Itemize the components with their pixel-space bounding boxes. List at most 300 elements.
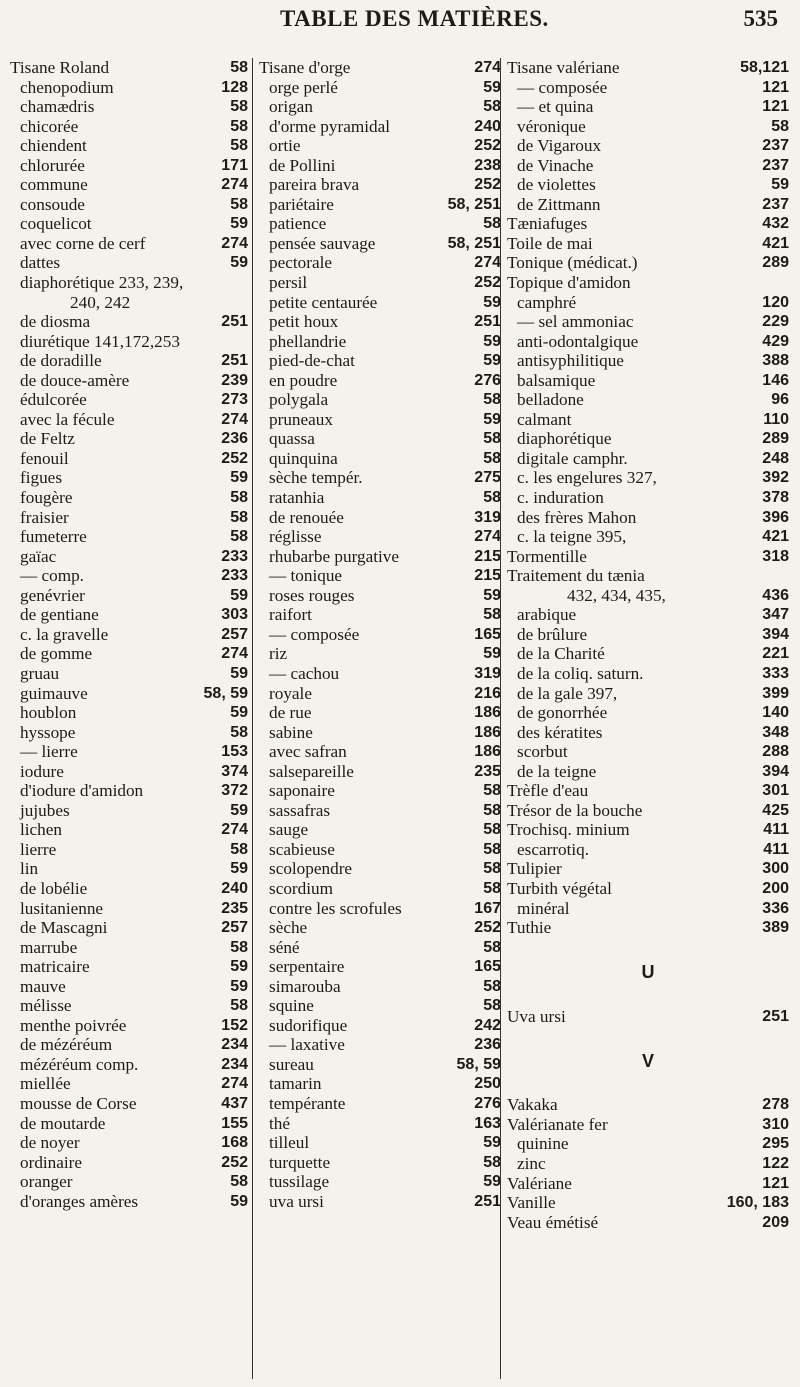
- entry-pages: 289: [762, 430, 789, 448]
- entry-pages: 240: [221, 879, 248, 897]
- entry-pages: 59: [230, 704, 248, 722]
- index-entry: [259, 253, 501, 273]
- entry-pages: 319: [474, 508, 501, 526]
- index-entry: [259, 566, 501, 586]
- entry-term: raifort: [269, 605, 312, 625]
- entry-pages: 389: [762, 919, 789, 937]
- entry-pages: 59: [230, 215, 248, 233]
- entry-pages: 171: [221, 156, 248, 174]
- entry-term: d'oranges amères: [20, 1191, 139, 1211]
- index-entry: [507, 410, 789, 430]
- entry-pages: 59: [230, 977, 248, 995]
- entry-pages: 59: [483, 293, 501, 311]
- entry-term: de doradille: [20, 351, 102, 371]
- entry-pages: 347: [762, 606, 789, 624]
- entry-pages: 59: [230, 664, 248, 682]
- entry-pages: 288: [762, 743, 789, 761]
- index-entry: [10, 527, 248, 547]
- entry-term: genévrier: [20, 585, 85, 605]
- entry-term: scorbut: [517, 742, 568, 762]
- entry-term: fenouil: [20, 448, 69, 468]
- index-entry: [259, 371, 501, 391]
- index-entry: [259, 996, 501, 1016]
- entry-term: d'iodure d'amidon: [20, 781, 144, 801]
- index-entry: [10, 762, 248, 782]
- entry-term: dattes: [20, 253, 61, 273]
- entry-pages: 310: [762, 1115, 789, 1133]
- entry-pages: 58: [483, 782, 501, 800]
- index-entry: [507, 97, 789, 117]
- index-entry: [259, 410, 501, 430]
- entry-term: des kératites: [517, 722, 603, 742]
- entry-pages: 59: [230, 860, 248, 878]
- entry-term: camphré: [517, 292, 577, 312]
- entry-pages: 58: [483, 997, 501, 1015]
- index-entry: [259, 214, 501, 234]
- index-entry: [259, 859, 501, 879]
- index-entry: [259, 488, 501, 508]
- entry-term: — lierre: [20, 742, 78, 762]
- entry-term: Trèfle d'eau: [507, 781, 589, 801]
- index-entry: [10, 1114, 248, 1134]
- entry-term: c. les engelures 327,: [517, 468, 657, 488]
- spacer: [507, 938, 789, 958]
- spacer: [507, 1076, 789, 1096]
- entry-pages: 399: [762, 684, 789, 702]
- entry-term: calmant: [517, 409, 572, 429]
- entry-pages: 58: [230, 489, 248, 507]
- index-entry: [259, 762, 501, 782]
- index-entry: [10, 703, 248, 723]
- index-entry: [10, 1035, 248, 1055]
- entry-pages: 96: [771, 391, 789, 409]
- entry-pages: 59: [483, 332, 501, 350]
- entry-pages: 168: [221, 1134, 248, 1152]
- entry-pages: 238: [474, 156, 501, 174]
- index-entry: [10, 547, 248, 567]
- entry-term: de renouée: [269, 507, 344, 527]
- index-entry: [10, 410, 248, 430]
- index-entry: [507, 468, 789, 488]
- entry-pages: 167: [474, 899, 501, 917]
- entry-pages: 186: [474, 704, 501, 722]
- entry-pages: 275: [474, 469, 501, 487]
- entry-term: — tonique: [269, 566, 343, 586]
- entry-term: séné: [269, 937, 300, 957]
- index-entry: [259, 723, 501, 743]
- index-entry: [507, 547, 789, 567]
- index-entry: [10, 273, 248, 293]
- entry-term: tussilage: [269, 1172, 330, 1192]
- index-entry: [259, 703, 501, 723]
- entry-term: squine: [269, 996, 314, 1016]
- index-entry: [10, 78, 248, 98]
- entry-term: mousse de Corse: [20, 1093, 137, 1113]
- entry-pages: 235: [474, 762, 501, 780]
- entry-term: avec corne de cerf: [20, 233, 146, 253]
- entry-term: de gomme: [20, 644, 93, 664]
- index-entry: [10, 508, 248, 528]
- entry-term: lierre: [20, 839, 57, 859]
- index-entry: [10, 801, 248, 821]
- entry-pages: 394: [762, 762, 789, 780]
- index-entry: [259, 938, 501, 958]
- entry-term: Traitement du tænia: [507, 566, 645, 586]
- entry-term: phellandrie: [269, 331, 347, 351]
- index-entry: [10, 214, 248, 234]
- entry-term: Tonique (médicat.): [507, 253, 638, 273]
- entry-pages: 58: [230, 59, 248, 76]
- entry-pages: 303: [221, 606, 248, 624]
- entry-pages: 257: [221, 625, 248, 643]
- index-entry: [10, 957, 248, 977]
- entry-term: digitale camphr.: [517, 448, 628, 468]
- index-entry: [10, 449, 248, 469]
- entry-term: origan: [269, 97, 313, 117]
- entry-term: lusitanienne: [20, 898, 104, 918]
- entry-pages: 165: [474, 958, 501, 976]
- index-entry: [10, 332, 248, 352]
- index-entry: [10, 1094, 248, 1114]
- index-entry: [507, 371, 789, 391]
- index-entry: [259, 899, 501, 919]
- index-entry: [259, 429, 501, 449]
- entry-term: pareira brava: [269, 175, 360, 195]
- entry-term: thé: [269, 1113, 290, 1133]
- index-entry: [259, 97, 501, 117]
- index-column-1: [10, 58, 248, 1379]
- index-entry: [507, 781, 789, 801]
- entry-pages: 234: [221, 1036, 248, 1054]
- entry-term: de la coliq. saturn.: [517, 663, 644, 683]
- index-entry: [259, 156, 501, 176]
- entry-term: sauge: [269, 820, 309, 840]
- index-entry: [10, 1192, 248, 1212]
- entry-pages: 252: [221, 1153, 248, 1171]
- entry-term: — comp.: [20, 566, 84, 586]
- entry-pages: 252: [474, 176, 501, 194]
- index-entry: [507, 488, 789, 508]
- entry-term: consoude: [20, 194, 85, 214]
- entry-term: commune: [20, 175, 88, 195]
- entry-pages: 59: [230, 1192, 248, 1210]
- entry-pages: 274: [221, 176, 248, 194]
- entry-pages: 121: [762, 98, 789, 116]
- index-entry: [10, 1172, 248, 1192]
- index-entry: [259, 586, 501, 606]
- index-entry: [10, 488, 248, 508]
- entry-pages: 58, 251: [447, 195, 501, 213]
- entry-pages: 58: [483, 215, 501, 233]
- entry-pages: 122: [762, 1154, 789, 1172]
- entry-term: petit houx: [269, 312, 339, 332]
- entry-term: pectorale: [269, 253, 332, 273]
- entry-term: réglisse: [269, 527, 322, 547]
- index-entry: [10, 644, 248, 664]
- entry-term: 432, 434, 435,: [567, 585, 666, 605]
- index-entry: [259, 644, 501, 664]
- index-entry: [507, 918, 789, 938]
- entry-pages: 392: [762, 469, 789, 487]
- entry-pages: 278: [762, 1096, 789, 1114]
- index-entry: [10, 859, 248, 879]
- entry-term: Trésor de la bouche: [507, 800, 643, 820]
- entry-term: tilleul: [269, 1133, 310, 1153]
- index-entry: [507, 156, 789, 176]
- index-entry: [10, 312, 248, 332]
- entry-term: mélisse: [20, 996, 72, 1016]
- entry-term: zinc: [517, 1153, 546, 1173]
- entry-term: c. la gravelle: [20, 624, 109, 644]
- index-entry: [507, 605, 789, 625]
- index-entry: [259, 312, 501, 332]
- entry-term: iodure: [20, 761, 64, 781]
- entry-pages: 436: [762, 586, 789, 604]
- entry-term: ratanhia: [269, 488, 325, 508]
- entry-term: de gonorrhée: [517, 703, 608, 723]
- entry-pages: 121: [762, 78, 789, 96]
- entry-term: — sel ammoniac: [517, 312, 634, 332]
- entry-term: sèche tempér.: [269, 468, 363, 488]
- index-entry: [10, 879, 248, 899]
- index-entry: [507, 684, 789, 704]
- entry-term: de noyer: [20, 1133, 80, 1153]
- index-entry: [507, 273, 789, 293]
- entry-term: patience: [269, 214, 327, 234]
- entry-pages: 59: [230, 958, 248, 976]
- entry-pages: 248: [762, 449, 789, 467]
- entry-term: de brûlure: [517, 624, 588, 644]
- entry-pages: 120: [762, 293, 789, 311]
- entry-term: royale: [269, 683, 312, 703]
- entry-term: riz: [269, 644, 288, 664]
- entry-term: de gentiane: [20, 605, 99, 625]
- entry-term: Tisane Roland: [10, 58, 110, 77]
- entry-pages: 237: [762, 195, 789, 213]
- entry-term: d'orme pyramidal: [269, 116, 390, 136]
- entry-term: uva ursi: [269, 1191, 324, 1211]
- entry-pages: 58: [483, 430, 501, 448]
- entry-pages: 396: [762, 508, 789, 526]
- entry-term: miellée: [20, 1074, 71, 1094]
- entry-term: pied-de-chat: [269, 351, 355, 371]
- entry-pages: 165: [474, 625, 501, 643]
- entry-term: rhubarbe purgative: [269, 546, 399, 566]
- index-entry: [259, 840, 501, 860]
- entry-pages: 273: [221, 391, 248, 409]
- index-entry: [10, 1133, 248, 1153]
- entry-pages: 274: [221, 410, 248, 428]
- entry-pages: 237: [762, 156, 789, 174]
- index-entry: [259, 1153, 501, 1173]
- entry-term: gruau: [20, 663, 60, 683]
- entry-pages: 146: [762, 371, 789, 389]
- entry-pages: 301: [762, 782, 789, 800]
- entry-term: pariétaire: [269, 194, 334, 214]
- entry-term: belladone: [517, 390, 584, 410]
- entry-term: scordium: [269, 878, 333, 898]
- entry-term: fraisier: [20, 507, 69, 527]
- entry-term: roses rouges: [269, 585, 355, 605]
- entry-pages: 58: [230, 997, 248, 1015]
- index-entry: [10, 840, 248, 860]
- index-entry: [10, 175, 248, 195]
- entry-pages: 59: [483, 1134, 501, 1152]
- index-entry: [10, 566, 248, 586]
- index-entry: [10, 1074, 248, 1094]
- index-entry: [507, 625, 789, 645]
- entry-term: diurétique 141,172,253: [20, 331, 180, 351]
- index-entry: [259, 1172, 501, 1192]
- index-entry: [259, 605, 501, 625]
- index-entry: [507, 703, 789, 723]
- entry-pages: 58: [483, 977, 501, 995]
- entry-term: ordinaire: [20, 1152, 83, 1172]
- entry-term: avec safran: [269, 742, 347, 762]
- index-entry: [507, 527, 789, 547]
- section-letter: V: [641, 1050, 654, 1071]
- entry-term: Tulipier: [507, 859, 562, 879]
- entry-pages: 58: [483, 391, 501, 409]
- index-entry: [507, 644, 789, 664]
- index-entry: [10, 684, 248, 704]
- index-entry: [10, 977, 248, 997]
- index-entry: [10, 136, 248, 156]
- index-entry: [10, 996, 248, 1016]
- entry-pages: 374: [221, 762, 248, 780]
- entry-term: sudorifique: [269, 1015, 348, 1035]
- entry-pages: 421: [762, 528, 789, 546]
- entry-term: chenopodium: [20, 77, 114, 97]
- entry-pages: 388: [762, 352, 789, 370]
- entry-pages: 411: [763, 821, 789, 839]
- index-entry: [507, 801, 789, 821]
- entry-pages: 58: [771, 117, 789, 135]
- index-entry: [259, 351, 501, 371]
- entry-term: scabieuse: [269, 839, 335, 859]
- entry-term: saponaire: [269, 781, 335, 801]
- entry-term: de Zittmann: [517, 194, 601, 214]
- entry-term: — composée: [517, 77, 608, 97]
- entry-pages: 432: [762, 215, 789, 233]
- entry-pages: 58: [230, 528, 248, 546]
- entry-pages: 58,121: [740, 59, 789, 76]
- entry-pages: 58: [483, 879, 501, 897]
- index-entry: [507, 1115, 789, 1135]
- index-entry: [259, 508, 501, 528]
- entry-term: salsepareille: [269, 761, 354, 781]
- index-entry: [259, 332, 501, 352]
- entry-pages: 274: [474, 254, 501, 272]
- entry-term: de douce-amère: [20, 370, 130, 390]
- index-column-2: [252, 58, 501, 1379]
- entry-term: antisyphilitique: [517, 351, 624, 371]
- entry-term: fumeterre: [20, 527, 87, 547]
- index-entry: [507, 664, 789, 684]
- index-entry: [10, 58, 248, 78]
- entry-term: persil: [269, 273, 308, 293]
- entry-term: coquelicot: [20, 214, 92, 234]
- index-entry: [507, 136, 789, 156]
- entry-pages: 58: [230, 840, 248, 858]
- index-entry: [10, 351, 248, 371]
- entry-term: mauve: [20, 976, 66, 996]
- index-entry: [10, 781, 248, 801]
- index-entry: [507, 351, 789, 371]
- index-entry: [507, 820, 789, 840]
- entry-pages: 240: [474, 117, 501, 135]
- entry-pages: 59: [483, 1173, 501, 1191]
- entry-term: gaïac: [20, 546, 57, 566]
- index-entry: [259, 1114, 501, 1134]
- index-entry: [507, 293, 789, 313]
- entry-term: polygala: [269, 390, 329, 410]
- entry-term: — cachou: [269, 663, 340, 683]
- entry-pages: 59: [483, 352, 501, 370]
- entry-term: de rue: [269, 703, 312, 723]
- entry-term: Tisane valériane: [507, 58, 620, 77]
- index-entry: [507, 1174, 789, 1194]
- entry-pages: 59: [771, 176, 789, 194]
- index-entry: [259, 468, 501, 488]
- index-entry: [507, 253, 789, 273]
- index-entry: [10, 429, 248, 449]
- index-entry: [259, 977, 501, 997]
- entry-term: de la gale 397,: [517, 683, 618, 703]
- entry-term: escarrotiq.: [517, 839, 590, 859]
- entry-pages: 252: [221, 449, 248, 467]
- entry-pages: 239: [221, 371, 248, 389]
- index-entry: [259, 136, 501, 156]
- entry-term: de violettes: [517, 175, 596, 195]
- entry-pages: 58, 59: [456, 1055, 501, 1073]
- index-entry: [259, 234, 501, 254]
- entry-pages: 336: [762, 899, 789, 917]
- index-entry: [259, 820, 501, 840]
- entry-pages: 59: [483, 410, 501, 428]
- entry-term: simarouba: [269, 976, 341, 996]
- entry-pages: 110: [763, 410, 789, 428]
- index-entry: [259, 918, 501, 938]
- entry-term: Turbith végétal: [507, 878, 612, 898]
- entry-pages: 319: [474, 664, 501, 682]
- index-entry: [259, 195, 501, 215]
- entry-pages: 236: [474, 1036, 501, 1054]
- index-entry: [10, 234, 248, 254]
- entry-pages: 59: [230, 586, 248, 604]
- index-entry: [10, 742, 248, 762]
- entry-pages: 216: [474, 684, 501, 702]
- entry-term: de Vinache: [517, 155, 594, 175]
- entry-term: Vanille: [507, 1193, 556, 1213]
- entry-pages: 215: [474, 547, 501, 565]
- entry-pages: 429: [762, 332, 789, 350]
- index-entry: [10, 820, 248, 840]
- entry-pages: 200: [762, 879, 789, 897]
- entry-pages: 437: [221, 1094, 248, 1112]
- index-entry: [259, 781, 501, 801]
- index-entry: [10, 1016, 248, 1036]
- index-entry: [507, 449, 789, 469]
- index-entry: [507, 742, 789, 762]
- index-entry: [259, 1133, 501, 1153]
- entry-pages: 58: [483, 938, 501, 956]
- entry-pages: 251: [474, 313, 501, 331]
- index-entry: [507, 879, 789, 899]
- entry-pages: 242: [474, 1016, 501, 1034]
- index-entry: [507, 117, 789, 137]
- index-entry: [507, 840, 789, 860]
